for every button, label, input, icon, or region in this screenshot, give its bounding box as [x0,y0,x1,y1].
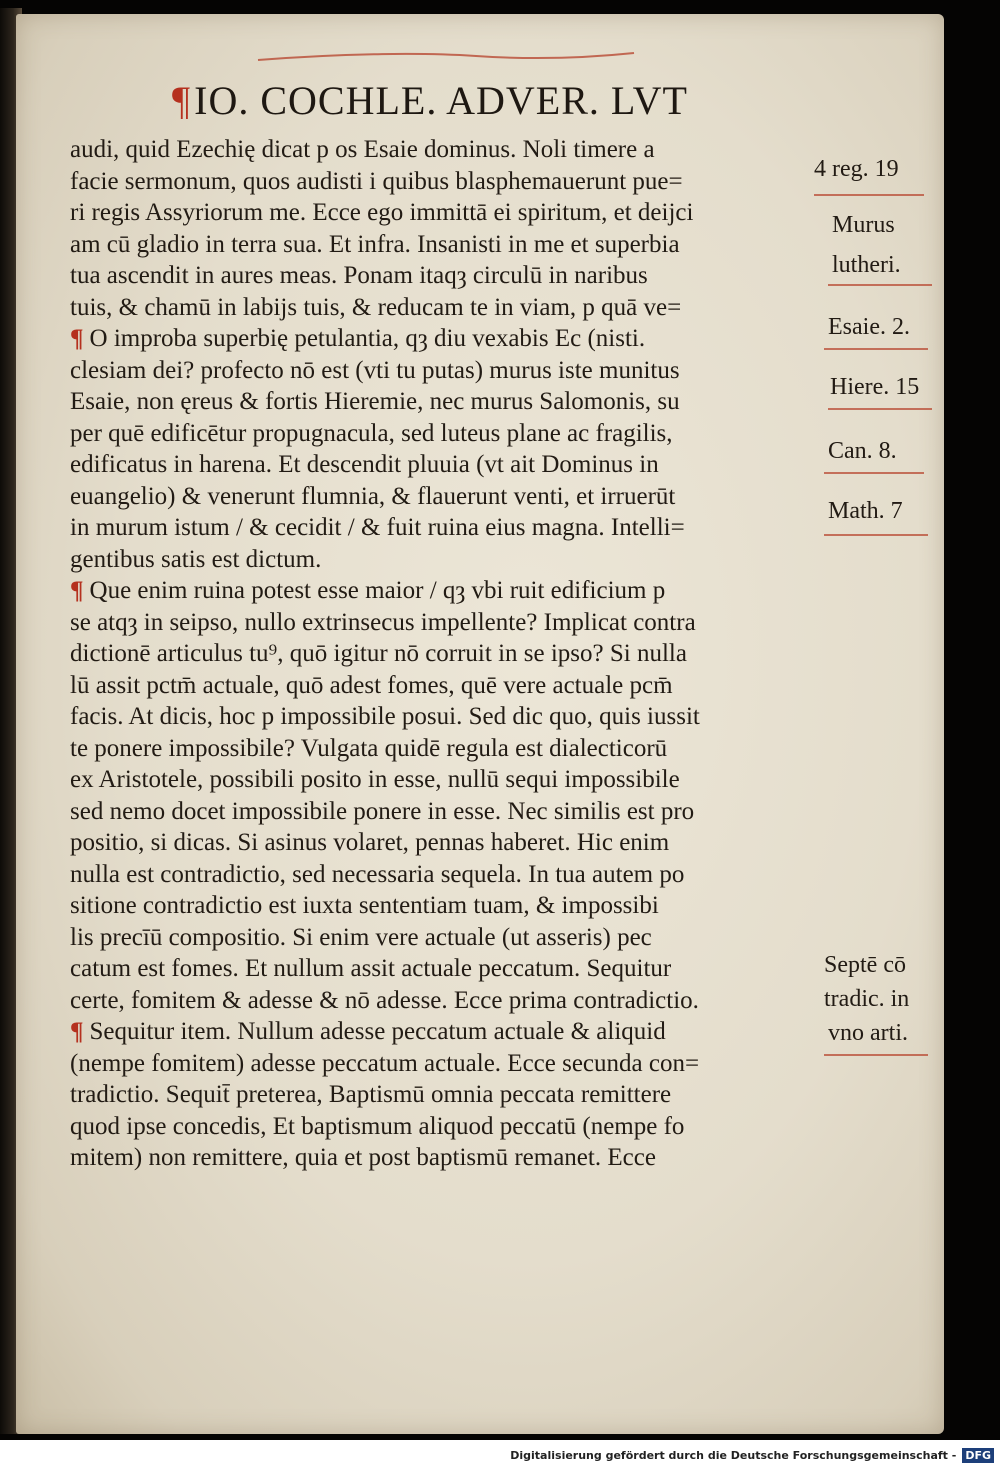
text-line [70,197,810,229]
text-line-content: lis precīū compositio. Si enim vere actuale (ut asseris) pec [70,923,652,951]
text-line-content: nulla est contradictio, sed necessaria sequela. In tua autem po [70,860,685,888]
digitization-credit: Digitalisierung gefördert durch die Deutsche Forschungsgemeinschaft - [510,1449,957,1462]
margin-note-underline [814,194,924,196]
margin-note-underline [828,408,932,410]
margin-note-underline [824,472,924,474]
text-line [70,638,810,670]
text-line-content: (nempe fomitem) adesse peccatum actuale. Ecce secunda con= [70,1049,700,1077]
text-line-content: sed nemo docet impossibile ponere in esse. Nec similis est pro [70,797,695,825]
text-line-content: tuis, & chamū in labijs tuis, & reducam te in viam, p quā ve= [70,293,682,321]
text-line [70,260,810,292]
book-page [16,14,944,1434]
text-line-content: audi, quid Ezechię dicat p os Esaie dominus. Noli timere a [70,136,655,163]
text-line-content: tua ascendit in aures meas. Ponam itaqȝ circulū in naribus [70,262,648,289]
text-line-content: te ponere impossibile? Vulgata quidē regula est dialecticorū [70,734,668,762]
text-line-content: certe, fomitem & adesse & nō adesse. Ecce prima contradictio. [70,986,699,1014]
text-line-content: Esaie, non ęreus & fortis Hieremie, nec murus Salomonis, su [70,388,680,415]
text-line-content: dictionē articulus tu⁹, quō igitur nō corruit in se ipso? Si nulla [70,640,687,667]
margin-note-underline [824,348,928,350]
text-line [70,607,810,639]
text-line [70,701,810,733]
text-line-content: facie sermonum, quos audisti i quibus blasphemauerunt pue= [70,167,683,195]
text-line [70,796,810,828]
text-line [70,733,810,765]
text-line [70,764,810,796]
text-line-content: edificatus in harena. Et descendit pluuia (vt ait Dominus in [70,451,659,478]
text-line-content: Sequitur item. Nullum adesse peccatum actuale & aliquid [89,1018,666,1045]
text-line-content: mitem) non remittere, quia et post baptismū remanet. Ecce [70,1144,656,1171]
text-line [70,544,810,576]
text-line [70,953,810,985]
text-line-content: facis. At dicis, hoc p impossibile posui. Sed dic quo, quis iussit [70,703,700,730]
text-line [70,1016,810,1048]
margin-note-underline [824,1054,928,1056]
text-line-content: am cū gladio in terra sua. Et infra. Insanisti in me et superbia [70,230,680,258]
text-line [70,890,810,922]
text-line [70,292,810,324]
text-line-content: euangelio) & venerunt flumnia, & flauerunt venti, et irruerūt [70,482,676,510]
text-line [70,1048,810,1080]
text-line [70,449,810,481]
margin-note: Murus [832,212,895,238]
text-line-content: se atqȝ in seipso, nullo extrinsecus impellente? Implicat contra [70,608,696,636]
text-line [70,481,810,513]
text-line [70,512,810,544]
text-line-content: Que enim ruina potest esse maior / qȝ vbi ruit edificium p [89,577,666,604]
margin-notes [814,14,954,1314]
margin-note: tradic. in [824,986,910,1012]
margin-note: Septē cō [824,952,906,978]
margin-note: Can. 8. [828,438,897,464]
margin-note: lutheri. [832,252,901,278]
main-text-block [70,134,810,1174]
text-line [70,922,810,954]
text-line [70,1142,810,1174]
text-line [70,670,810,702]
text-line [70,575,810,607]
dfg-logo: DFG [962,1448,994,1463]
text-line-content: tradictio. Sequit̄ preterea, Baptismū omnia peccata remittere [70,1081,672,1108]
text-line-content: positio, si dicas. Si asinus volaret, pennas haberet. Hic enim [70,829,670,856]
margin-note: Math. 7 [828,498,903,524]
text-line [70,134,810,166]
header-paragraph-mark: ¶ [172,77,191,123]
text-line-content: in murum istum / & cecidit / & fuit ruina eius magna. Intelli= [70,514,685,541]
text-line-content: O improba superbię petulantia, qȝ diu vexabis Ec (nisti. [89,325,646,352]
paragraph-mark: ¶ [70,577,84,604]
text-line-content: quod ipse concedis, Et baptismum aliquod peccatū (nempe fo [70,1112,685,1140]
margin-note: vno arti. [828,1020,908,1046]
rubric-stroke-header [256,50,636,64]
text-line [70,859,810,891]
text-line [70,1079,810,1111]
text-line [70,1111,810,1143]
margin-note: Hiere. 15 [830,374,920,400]
margin-note: 4 reg. 19 [814,156,899,182]
text-line [70,418,810,450]
margin-note-underline [824,534,928,536]
running-header [172,74,688,126]
text-line [70,985,810,1017]
text-line-content: per quē edificētur propugnacula, sed luteus plane ac fragilis, [70,419,673,447]
text-line [70,386,810,418]
text-line-content: ri regis Assyriorum me. Ecce ego immittā ei spiritum, et deijci [70,199,694,226]
text-line-content: ex Aristotele, possibili posito in esse, nullū sequi impossibile [70,766,680,793]
text-line [70,355,810,387]
text-line-content: gentibus satis est dictum. [70,545,322,573]
text-line [70,323,810,355]
text-line-content: catum est fomes. Et nullum assit actuale peccatum. Sequitur [70,955,672,982]
paragraph-mark: ¶ [70,1018,84,1045]
text-line [70,827,810,859]
text-line [70,229,810,261]
margin-note-underline [828,284,932,286]
running-title: IO. COCHLE. ADVER. LVT [194,77,688,123]
paragraph-mark: ¶ [70,325,84,352]
text-line-content: clesiam dei? profecto nō est (vti tu putas) murus iste munitus [70,356,680,384]
footer-credit-bar [0,1440,1000,1471]
text-line [70,166,810,198]
text-line-content: sitione contradictio est iuxta sententiam tuam, & impossibi [70,892,659,919]
margin-note: Esaie. 2. [828,314,910,340]
text-line-content: lū assit pctm̄ actuale, quō adest fomes, quē vere actuale pcm̄ [70,671,673,699]
